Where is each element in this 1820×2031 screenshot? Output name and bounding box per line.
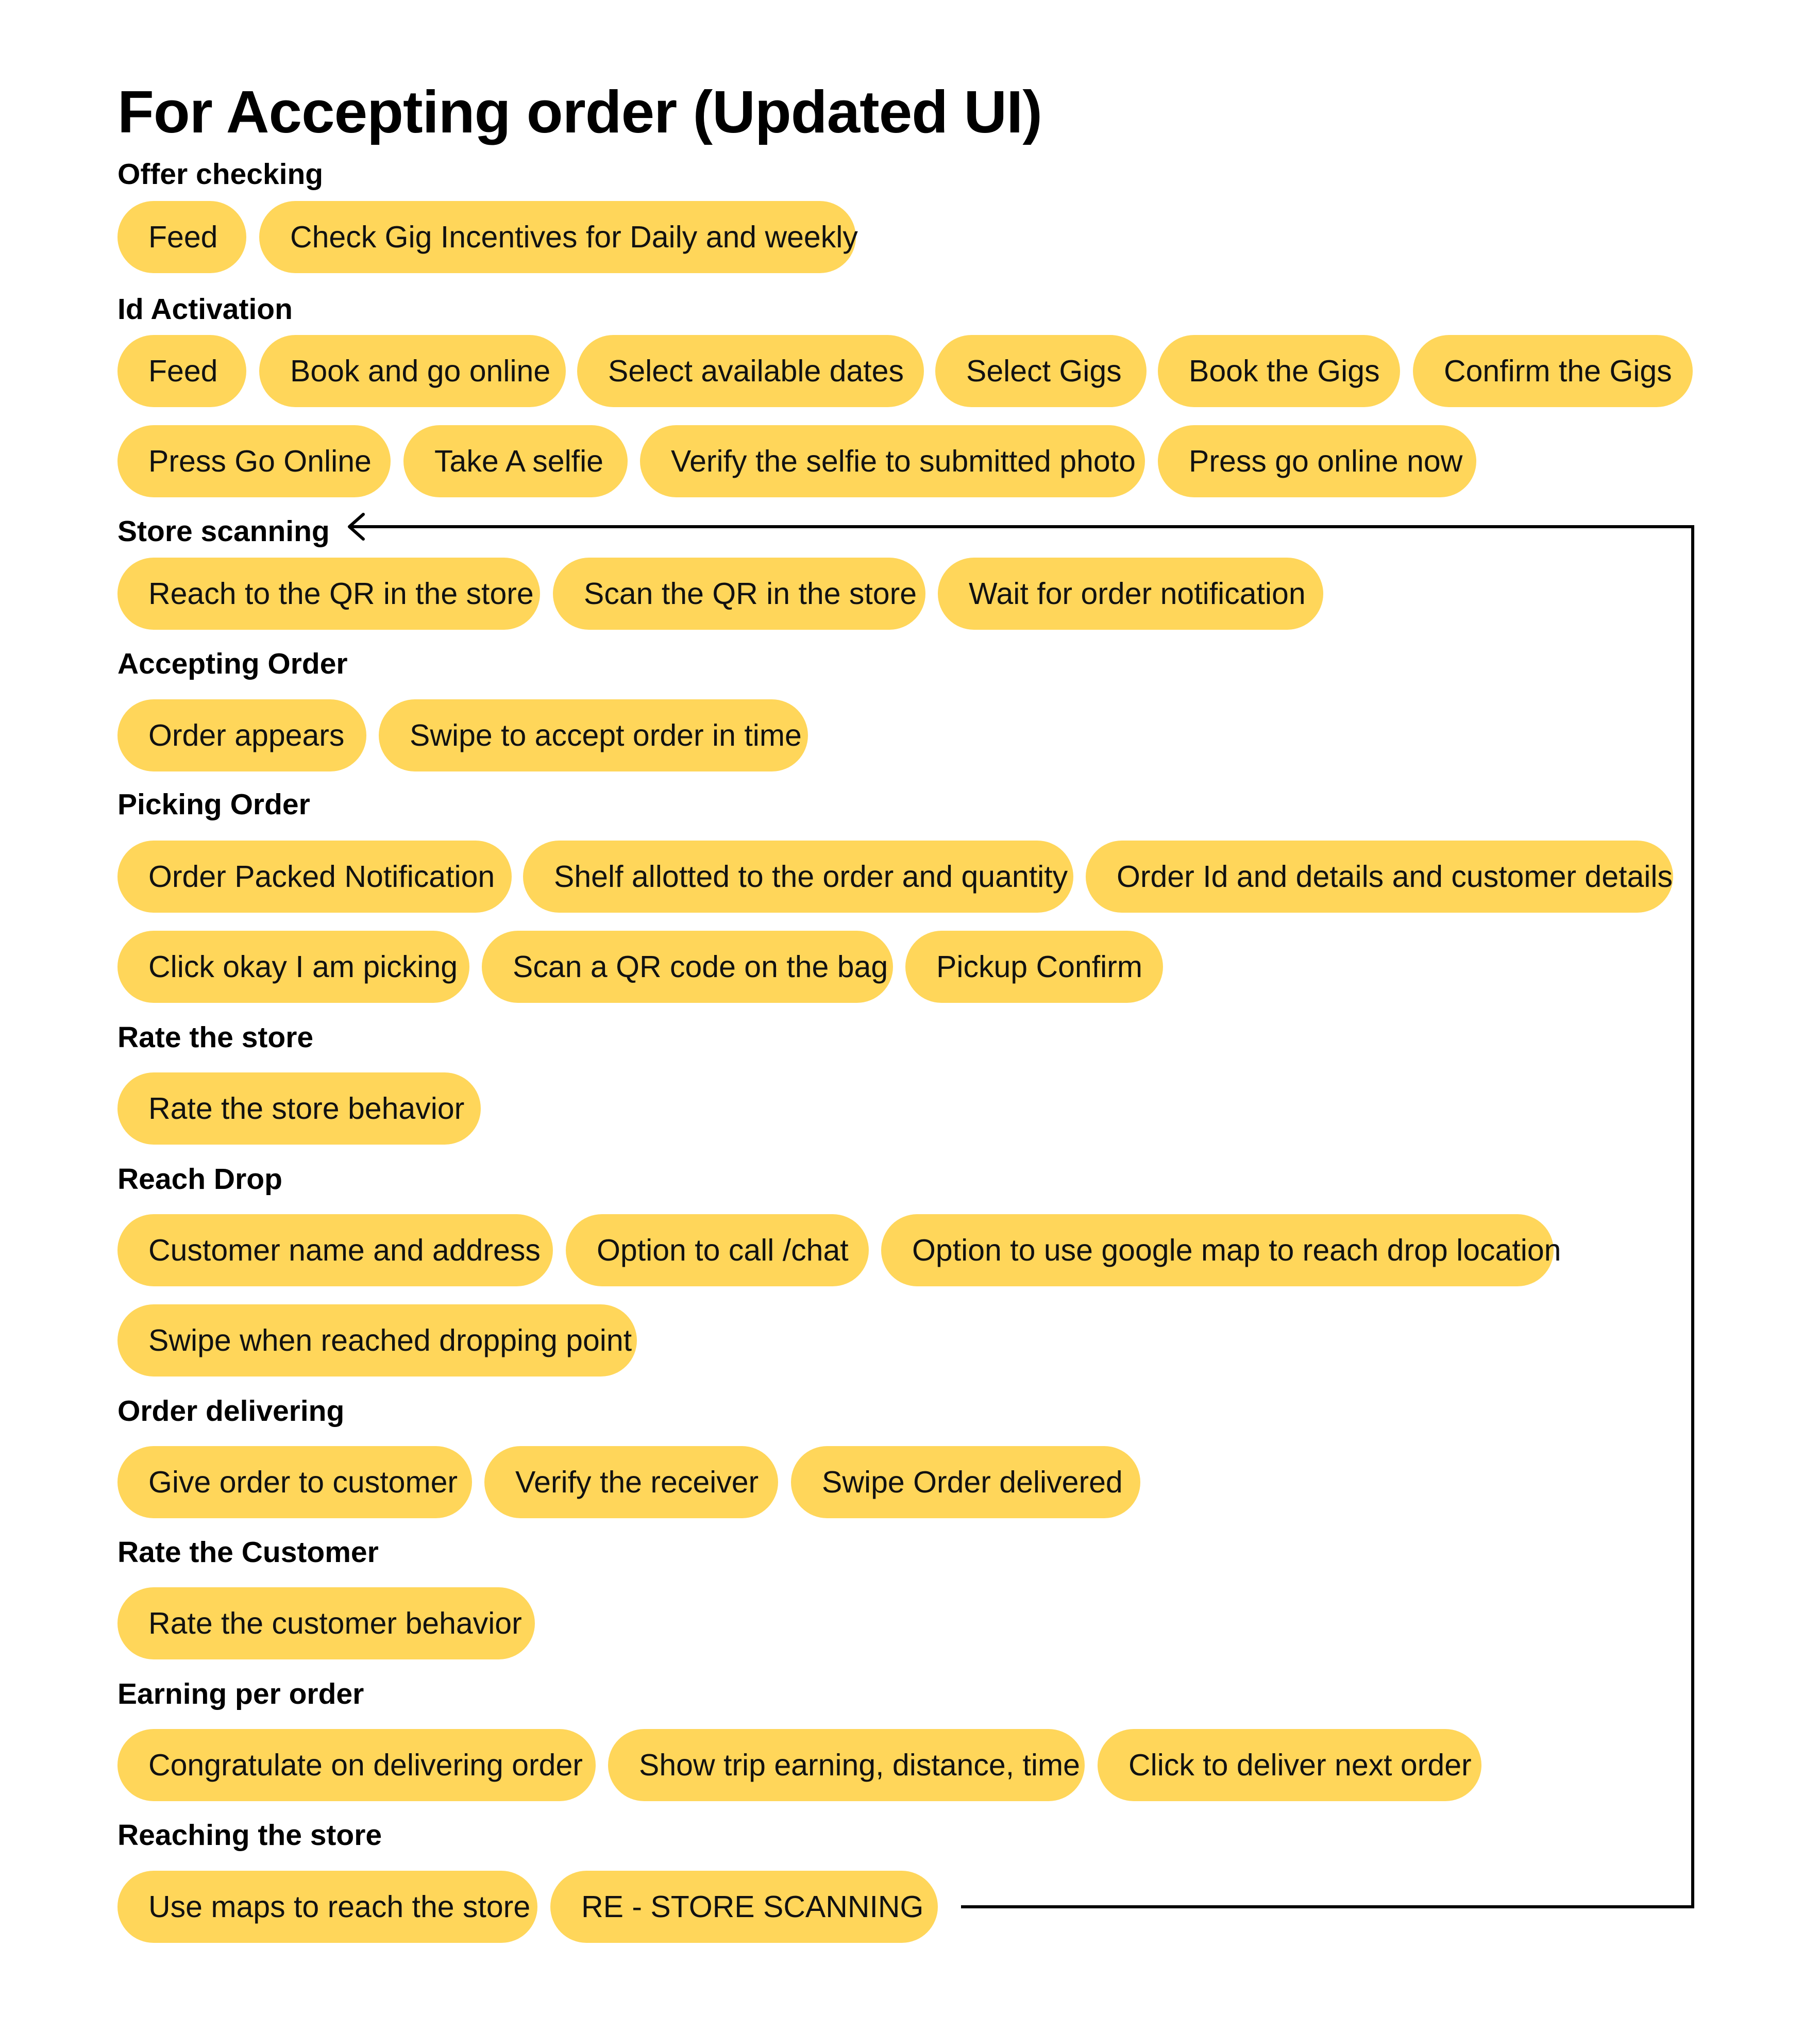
arrow-head-icon (349, 514, 363, 539)
step-feed: Feed (117, 201, 246, 273)
step-scan-qr-bag: Scan a QR code on the bag (482, 931, 893, 1003)
section-title-store-scanning: Store scanning (117, 515, 330, 548)
step-show-trip-earning: Show trip earning, distance, time (608, 1729, 1085, 1801)
step-rate-customer-behavior: Rate the customer behavior (117, 1587, 535, 1659)
step-click-deliver-next: Click to deliver next order (1098, 1729, 1481, 1801)
step-rate-store-behavior: Rate the store behavior (117, 1072, 481, 1145)
section-title-earning-per-order: Earning per order (117, 1677, 364, 1710)
step-click-okay-picking: Click okay I am picking (117, 931, 469, 1003)
step-verify-selfie: Verify the selfie to submitted photo (640, 425, 1145, 497)
section-title-rate-the-customer: Rate the Customer (117, 1536, 379, 1569)
section-title-reaching-the-store: Reaching the store (117, 1819, 382, 1852)
step-select-gigs: Select Gigs (935, 335, 1147, 407)
step-option-call-chat: Option to call /chat (566, 1214, 869, 1286)
section-title-id-activation: Id Activation (117, 293, 293, 326)
section-title-offer-checking: Offer checking (117, 158, 324, 191)
step-order-appears: Order appears (117, 699, 366, 771)
step-order-id-details: Order Id and details and customer details (1086, 841, 1673, 913)
diagram-title: For Accepting order (Updated UI) (117, 78, 1042, 145)
step-take-a-selfie: Take A selfie (403, 425, 628, 497)
step-swipe-reached-drop: Swipe when reached dropping point (117, 1304, 637, 1377)
step-pickup-confirm: Pickup Confirm (905, 931, 1163, 1003)
step-re-store-scanning: RE - STORE SCANNING (550, 1871, 938, 1943)
step-scan-qr: Scan the QR in the store (553, 558, 925, 630)
section-title-rate-the-store: Rate the store (117, 1021, 314, 1054)
step-swipe-to-accept: Swipe to accept order in time (379, 699, 808, 771)
step-option-google-map: Option to use google map to reach drop location (881, 1214, 1554, 1286)
step-verify-receiver: Verify the receiver (484, 1446, 778, 1518)
step-book-and-go-online: Book and go online (259, 335, 566, 407)
step-book-the-gigs: Book the Gigs (1158, 335, 1400, 407)
step-feed: Feed (117, 335, 246, 407)
step-confirm-the-gigs: Confirm the Gigs (1413, 335, 1693, 407)
section-title-accepting-order: Accepting Order (117, 647, 348, 680)
step-press-go-online: Press Go Online (117, 425, 391, 497)
section-title-reach-drop: Reach Drop (117, 1163, 282, 1196)
step-press-go-online-now: Press go online now (1158, 425, 1476, 497)
section-title-order-delivering: Order delivering (117, 1395, 345, 1428)
step-swipe-order-delivered: Swipe Order delivered (791, 1446, 1140, 1518)
step-customer-name-address: Customer name and address (117, 1214, 553, 1286)
step-reach-qr: Reach to the QR in the store (117, 558, 540, 630)
step-select-available-dates: Select available dates (577, 335, 924, 407)
step-congratulate: Congratulate on delivering order (117, 1729, 596, 1801)
step-use-maps-reach-store: Use maps to reach the store (117, 1871, 537, 1943)
step-give-order-customer: Give order to customer (117, 1446, 472, 1518)
section-title-picking-order: Picking Order (117, 788, 310, 821)
step-wait-order-notification: Wait for order notification (938, 558, 1323, 630)
step-order-packed-notification: Order Packed Notification (117, 841, 512, 913)
step-check-gig-incentives: Check Gig Incentives for Daily and weekly (259, 201, 856, 273)
step-shelf-allotted: Shelf allotted to the order and quantity (523, 841, 1073, 913)
